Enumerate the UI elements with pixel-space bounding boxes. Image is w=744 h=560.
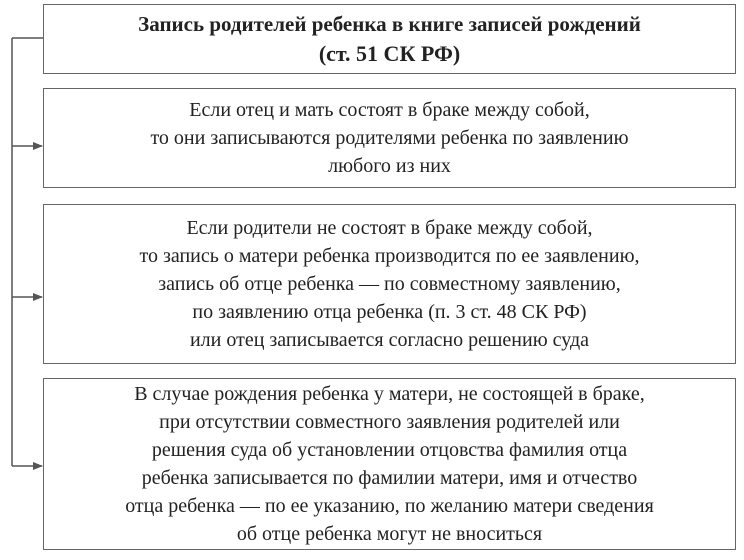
- box-line: при отсутствии совместного заявления родителей или: [159, 411, 620, 433]
- box-married-parents: [43, 88, 736, 188]
- header-subtitle-line: (ст. 51 СК РФ): [318, 41, 461, 66]
- box-line: ребенка записывается по фамилии матери, имя и отчество: [141, 467, 638, 489]
- box-line: отца ребенка — по ее указанию, по желанию матери сведения: [125, 495, 654, 517]
- box-line: запись об отце ребенка — по совместному заявлению,: [158, 273, 621, 295]
- box-line: по заявлению отца ребенка (п. 3 ст. 48 СК РФ): [192, 301, 587, 323]
- box-line: любого из них: [328, 155, 451, 177]
- header-title-line: Запись родителей ребенка в книге записей рождений: [138, 12, 641, 36]
- box-line: Если родители не состоят в браке между собой,: [186, 217, 593, 239]
- box-line: Если отец и мать состоят в браке между собой,: [189, 99, 590, 121]
- box-line: то они записываются родителями ребенка по заявлению: [150, 127, 629, 149]
- box-unmarried-mother: [43, 378, 736, 550]
- header-box: [43, 4, 736, 74]
- box-line: решения суда об установлении отцовства фамилия отца: [151, 439, 628, 461]
- box-line: В случае рождения ребенка у матери, не состоящей в браке,: [134, 383, 645, 405]
- box-line: или отец записывается согласно решению суда: [189, 329, 590, 351]
- box-line: то запись о матери ребенка производится по ее заявлению,: [139, 245, 640, 267]
- box-unmarried-parents: [43, 204, 736, 364]
- box-line: об отце ребенка могут не вноситься: [236, 523, 543, 545]
